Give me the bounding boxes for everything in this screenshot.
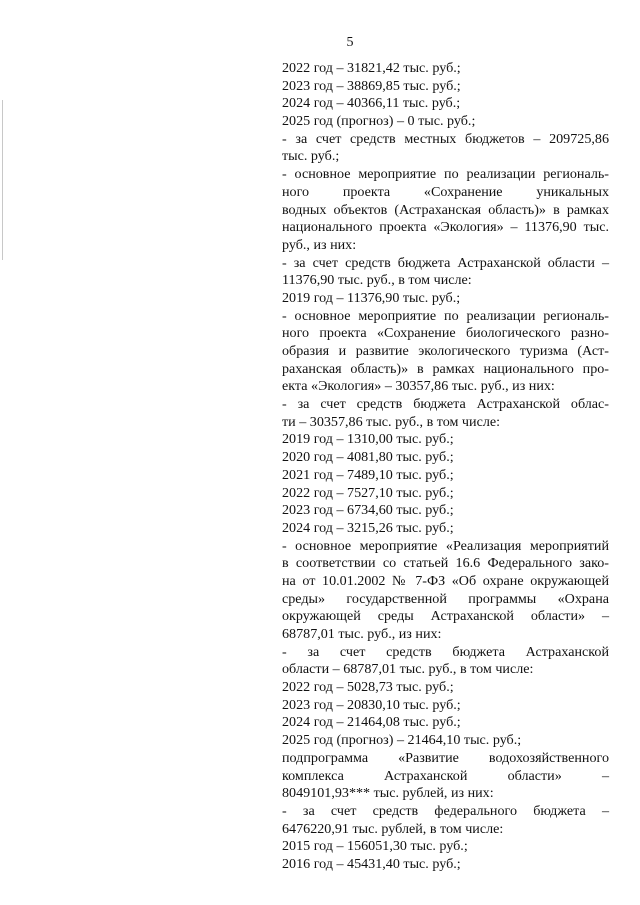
text-line: 2019 год – 11376,90 тыс. руб.;	[282, 289, 461, 306]
text-line: 11376,90 тыс. руб., в том числе:	[282, 272, 472, 289]
text-line: подпрограмма «Развитие водохозяйственного	[282, 749, 609, 766]
text-line: области – 68787,01 тыс. руб., в том числе:	[282, 661, 534, 678]
text-line: 2020 год – 4081,80 тыс. руб.;	[282, 449, 454, 466]
text-line: водных объектов (Астраханская область)» в рамках	[282, 201, 609, 218]
text-line: - основное мероприятие по реализации региональ-	[282, 307, 609, 324]
text-line: на от 10.01.2002 № 7-ФЗ «Об охране окружающей	[282, 572, 609, 589]
text-line: 2024 год – 40366,11 тыс. руб.;	[282, 95, 461, 112]
text-line: окружающей среды Астраханской области» –	[282, 608, 609, 625]
text-line: ти – 30357,86 тыс. руб., в том числе:	[282, 413, 501, 430]
text-line: 2022 год – 7527,10 тыс. руб.;	[282, 484, 454, 501]
text-line: среды» государственной программы «Охрана	[282, 590, 609, 607]
text-line: 2023 год – 20830,10 тыс. руб.;	[282, 696, 461, 713]
text-line: руб., из них:	[282, 236, 357, 253]
text-line: - за счет средств федерального бюджета –	[282, 802, 609, 819]
text-line: раханская область)» в рамках национального про-	[282, 360, 609, 377]
text-line: 2023 год – 6734,60 тыс. руб.;	[282, 502, 454, 519]
text-line: - за счет средств местных бюджетов – 209725,86	[282, 130, 609, 147]
text-line: 2025 год (прогноз) – 21464,10 тыс. руб.;	[282, 732, 522, 749]
text-line: - основное мероприятие по реализации региональ-	[282, 166, 609, 183]
text-line: - основное мероприятие «Реализация мероприятий	[282, 537, 609, 554]
text-line: 2024 год – 21464,08 тыс. руб.;	[282, 714, 461, 731]
text-line: национального проекта «Экология» – 11376,90 тыс.	[282, 219, 609, 236]
text-line: 8049101,93*** тыс. рублей, из них:	[282, 785, 494, 802]
text-line: 2019 год – 1310,00 тыс. руб.;	[282, 431, 454, 448]
text-line: в соответствии со статьей 16.6 Федерального зако-	[282, 555, 609, 572]
text-line: - за счет средств бюджета Астраханской облас-	[282, 396, 609, 413]
text-line: комплекса Астраханской области» –	[282, 767, 609, 784]
text-line: тыс. руб.;	[282, 148, 340, 165]
page-number: 5	[346, 35, 354, 50]
text-line: 68787,01 тыс. руб., из них:	[282, 626, 442, 642]
margin-scan-mark	[2, 100, 3, 260]
text-line: 2021 год – 7489,10 тыс. руб.;	[282, 466, 454, 483]
text-line: 2016 год – 45431,40 тыс. руб.;	[282, 855, 461, 872]
text-line: 2022 год – 5028,73 тыс. руб.;	[282, 679, 454, 696]
body-text	[282, 60, 609, 874]
text-line: 2023 год – 38869,85 тыс. руб.;	[282, 77, 461, 94]
text-line: 2024 год – 3215,26 тыс. руб.;	[282, 519, 454, 536]
text-line: 2015 год – 156051,30 тыс. руб.;	[282, 838, 468, 855]
text-line: 6476220,91 тыс. рублей, в том числе:	[282, 820, 504, 837]
text-line: екта «Экология» – 30357,86 тыс. руб., из них:	[282, 378, 555, 395]
text-line: 2022 год – 31821,42 тыс. руб.;	[282, 60, 461, 76]
text-line: - за счет средств бюджета Астраханской области –	[282, 254, 609, 271]
text-line: 2025 год (прогноз) – 0 тыс. руб.;	[282, 113, 476, 130]
text-line: - за счет средств бюджета Астраханской	[282, 643, 609, 660]
text-line: образия и развитие экологического туризма (Аст-	[282, 343, 609, 359]
text-line: ного проекта «Сохранение биологического разно-	[282, 325, 609, 342]
text-line: ного проекта «Сохранение уникальных	[282, 183, 609, 200]
